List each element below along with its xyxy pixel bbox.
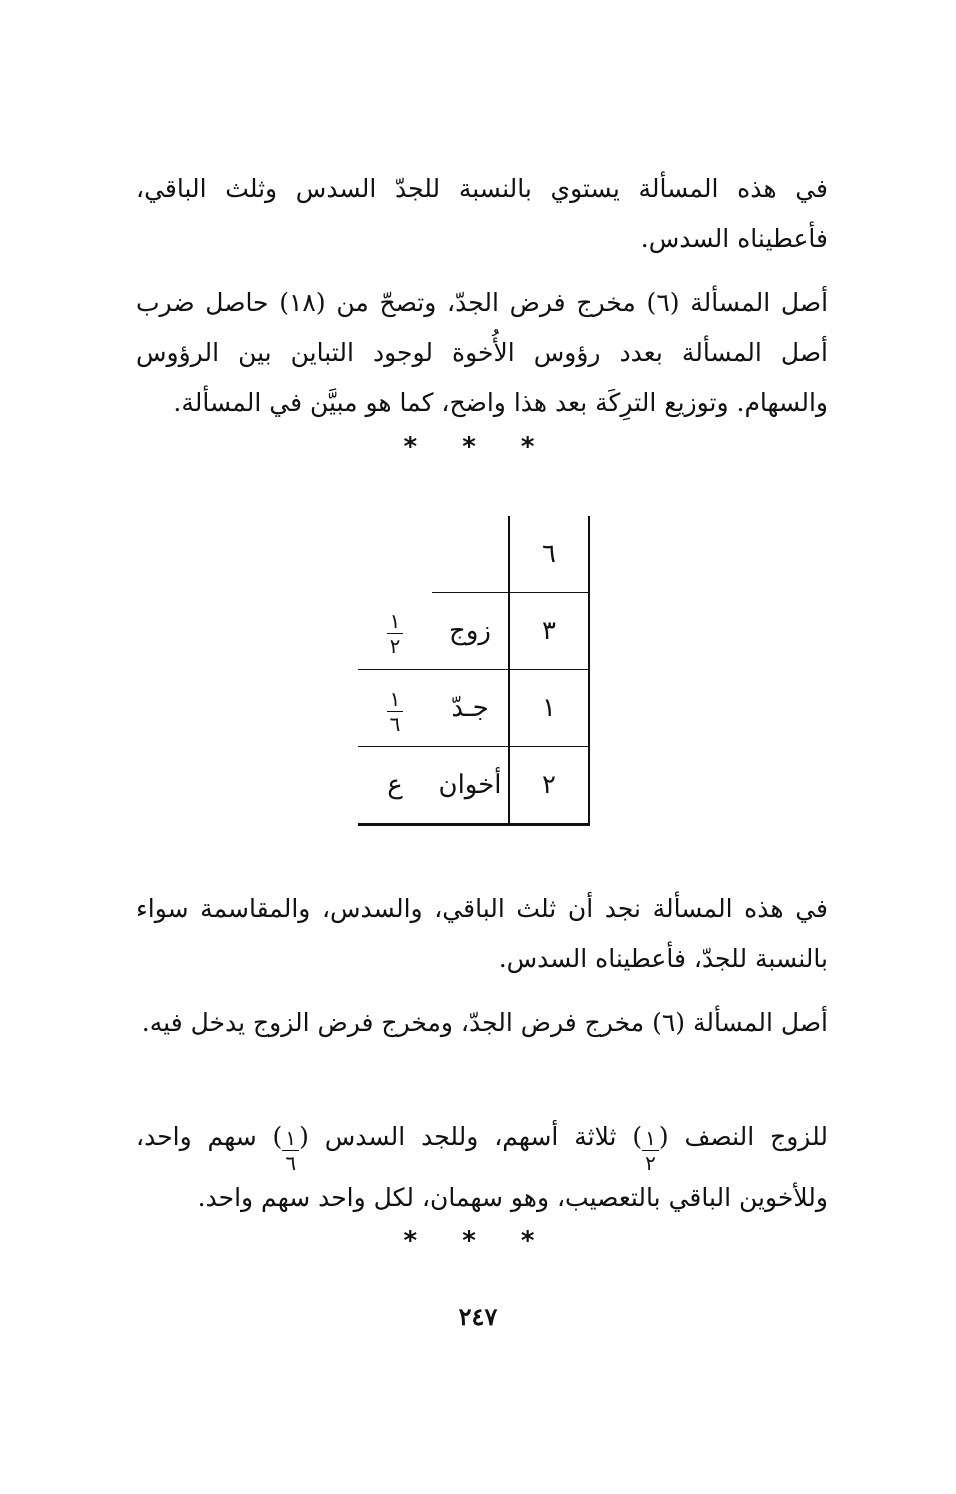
- paragraph-1: في هذه المسألة يستوي بالنسبة للجدّ السدس وثلث الباقي، فأعطيناه السدس.: [136, 174, 828, 253]
- section-divider: [0, 1226, 956, 1256]
- divider-stars: * * *: [403, 1226, 553, 1256]
- fraction-denominator: ٢: [645, 1151, 656, 1175]
- fraction-numerator: ١: [282, 1128, 299, 1151]
- fraction-numerator: ١: [642, 1128, 659, 1151]
- page-number: ٢٤٧: [458, 1302, 498, 1331]
- table-row: [358, 670, 589, 747]
- paragraph-5: [136, 1112, 828, 1223]
- fraction-half: [642, 1128, 659, 1173]
- paragraph-2: أصل المسألة (٦) مخرج فرض الجدّ، وتصحّ من (١٨) حاصل ضرب أصل المسألة بعدد رؤوس الأُخوة لوجود التباين بين الرؤوس والسهام. وتوزيع الترِكَة بعد هذا واضح، كما هو مبيَّن في المسألة.: [136, 288, 829, 417]
- divider-stars: * * *: [403, 432, 553, 462]
- empty-cell: [358, 516, 432, 593]
- fraction-denominator: ٢: [389, 634, 401, 659]
- heir-cell: أخوان: [432, 747, 509, 825]
- inheritance-table: [358, 516, 590, 826]
- residue-cell: ع: [358, 747, 432, 825]
- fraction-numerator: ١: [387, 689, 404, 712]
- heir-cell: جـدّ: [432, 670, 509, 747]
- fraction-cell: [358, 593, 432, 670]
- fraction-numerator: ١: [387, 611, 404, 634]
- paragraph-5-part-b: ) ثلاثة أسهم، وللجد السدس (: [299, 1122, 643, 1151]
- heir-cell: زوج: [432, 593, 509, 670]
- fraction-denominator: ٦: [285, 1151, 297, 1175]
- fraction: [387, 686, 404, 736]
- fraction-sixth: [282, 1128, 299, 1173]
- share-cell: ٢: [509, 747, 589, 825]
- section-divider: [0, 432, 956, 462]
- share-cell: ٣: [509, 593, 589, 670]
- fraction-cell: [358, 670, 432, 747]
- table-row-base: [358, 516, 589, 593]
- fraction: [387, 609, 404, 659]
- paragraph-4: أصل المسألة (٦) مخرج فرض الجدّ، ومخرج فرض الزوج يدخل فيه.: [141, 1008, 828, 1037]
- fraction-denominator: ٦: [389, 711, 401, 736]
- paragraph-5-part-c: ) سهم واحد، وللأخوين الباقي بالتعصيب، وهو سهمان، لكل واحد سهم واحد.: [136, 1122, 828, 1212]
- share-cell: ١: [509, 670, 589, 747]
- empty-cell: [432, 516, 509, 593]
- table-row: [358, 747, 589, 825]
- base-cell: ٦: [509, 516, 589, 593]
- table-row: [358, 593, 589, 670]
- paragraph-3: في هذه المسألة نجد أن ثلث الباقي، والسدس، والمقاسمة سواء بالنسبة للجدّ، فأعطيناه السدس.: [136, 894, 828, 973]
- paragraph-5-part-a: للزوج النصف (: [658, 1122, 828, 1151]
